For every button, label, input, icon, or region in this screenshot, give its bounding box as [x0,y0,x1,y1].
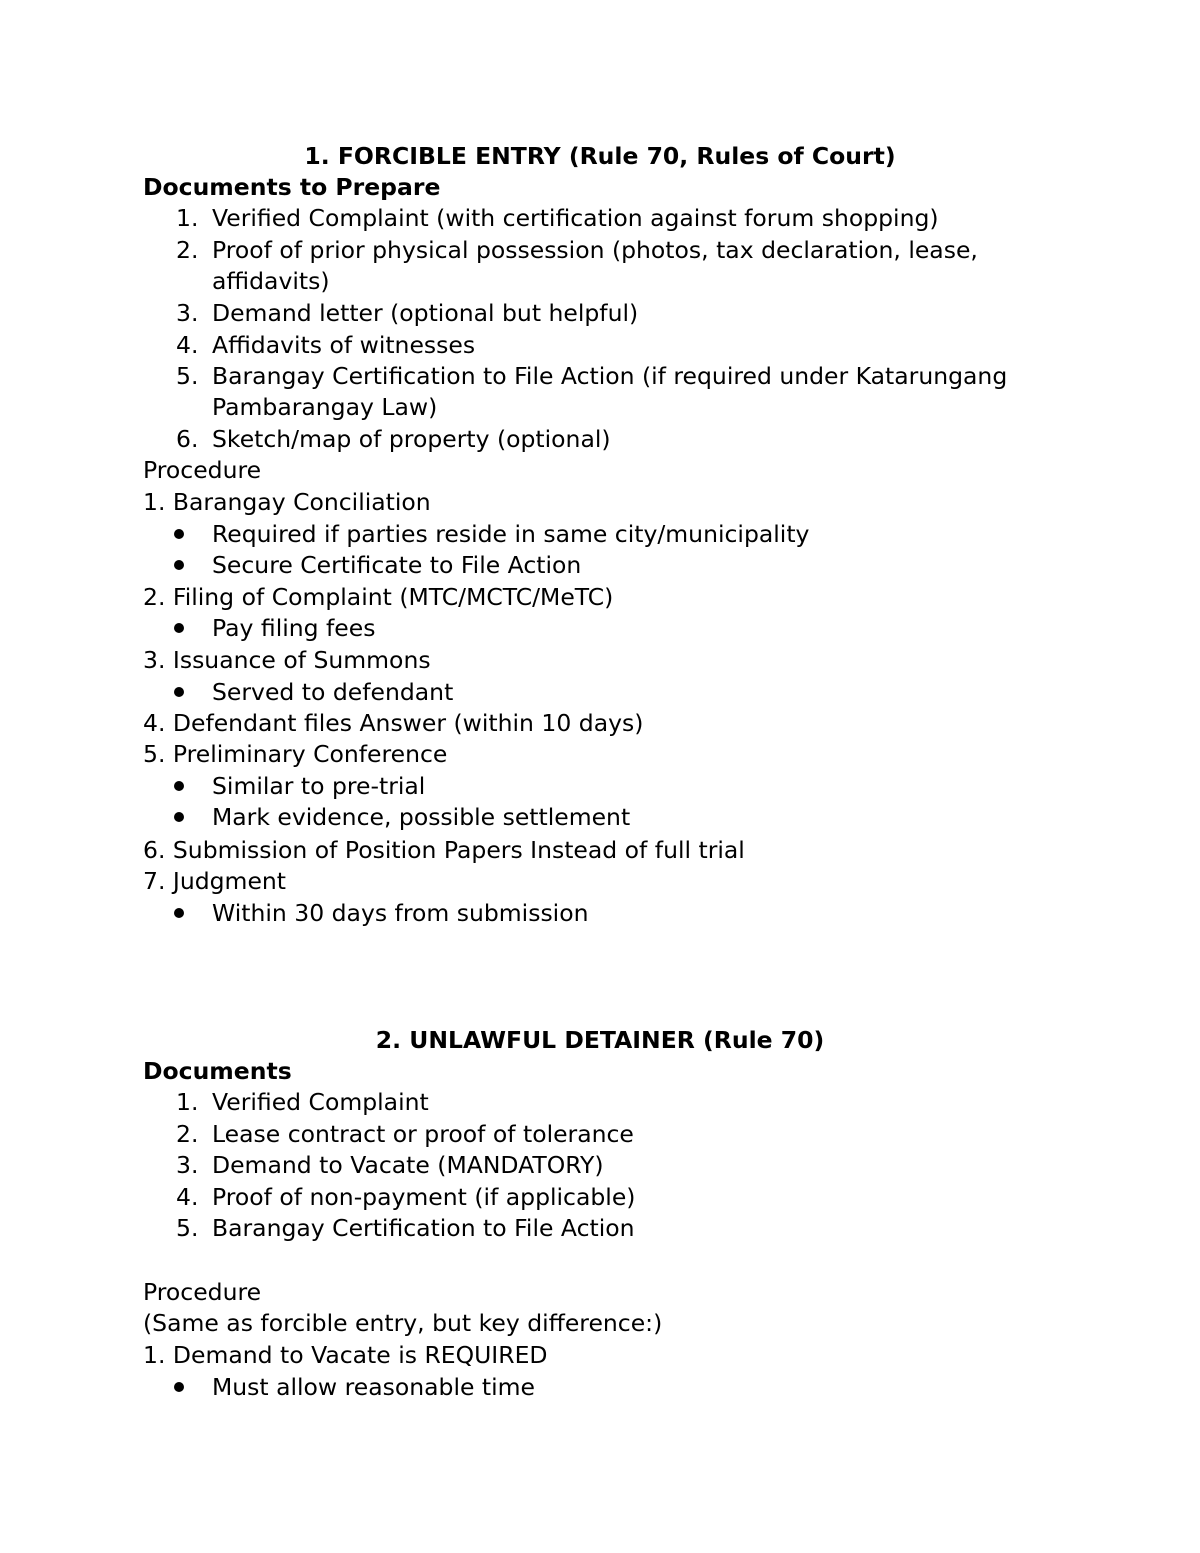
procedure-step: 6. Submission of Position Papers Instead of full trial [143,836,745,864]
bullet-icon [174,812,184,822]
list-item: Proof of non-payment (if applicable) [212,1183,636,1211]
list-number: 5. [176,362,199,390]
list-item: Lease contract or proof of tolerance [212,1120,634,1148]
bullet-item: Mark evidence, possible settlement [212,803,631,831]
bullet-item: Served to defendant [212,678,454,706]
list-item: Verified Complaint [212,1088,429,1116]
procedure-step: 3. Issuance of Summons [143,646,431,674]
bullet-icon [174,908,184,918]
bullet-icon [174,781,184,791]
section-2-procedure-note: (Same as forcible entry, but key difference:) [143,1309,663,1337]
list-item: Barangay Certification to File Action [212,1214,635,1242]
procedure-step: 7. Judgment [143,867,287,895]
bullet-icon [174,560,184,570]
list-number: 4. [176,1183,199,1211]
procedure-step: 4. Defendant files Answer (within 10 days) [143,709,644,737]
procedure-step: 5. Preliminary Conference [143,740,448,768]
section-1-procedure-heading: Procedure [143,456,262,484]
procedure-step: 1. Demand to Vacate is REQUIRED [143,1341,548,1369]
section-1-documents-heading: Documents to Prepare [143,173,441,201]
list-number: 2. [176,1120,199,1148]
list-item: Affidavits of witnesses [212,331,476,359]
procedure-step: 2. Filing of Complaint (MTC/MCTC/MeTC) [143,583,614,611]
list-number: 1. [176,204,199,232]
bullet-icon [174,529,184,539]
list-item: Proof of prior physical possession (photos, tax declaration, lease, [212,236,978,264]
list-item: Sketch/map of property (optional) [212,425,611,453]
list-number: 6. [176,425,199,453]
bullet-icon [174,1382,184,1392]
list-item: Demand letter (optional but helpful) [212,299,639,327]
bullet-item: Required if parties reside in same city/municipality [212,520,810,548]
bullet-item: Similar to pre-trial [212,772,426,800]
bullet-item: Must allow reasonable time [212,1373,536,1401]
bullet-item: Pay filing fees [212,614,376,642]
list-number: 1. [176,1088,199,1116]
list-item: Verified Complaint (with certification against forum shopping) [212,204,939,232]
list-number: 5. [176,1214,199,1242]
bullet-icon [174,623,184,633]
bullet-item: Secure Certificate to File Action [212,551,582,579]
list-number: 4. [176,331,199,359]
section-2-procedure-heading: Procedure [143,1278,262,1306]
list-number: 3. [176,1151,199,1179]
section-2-documents-heading: Documents [143,1057,292,1085]
list-item-continued: affidavits) [212,267,330,295]
list-number: 3. [176,299,199,327]
list-number: 2. [176,236,199,264]
section-2-title: 2. UNLAWFUL DETAINER (Rule 70) [375,1026,825,1054]
section-1-title: 1. FORCIBLE ENTRY (Rule 70, Rules of Court) [304,142,896,170]
bullet-item: Within 30 days from submission [212,899,589,927]
procedure-step: 1. Barangay Conciliation [143,488,431,516]
list-item-continued: Pambarangay Law) [212,393,438,421]
list-item: Barangay Certification to File Action (if required under Katarungang [212,362,1008,390]
list-item: Demand to Vacate (MANDATORY) [212,1151,604,1179]
bullet-icon [174,687,184,697]
